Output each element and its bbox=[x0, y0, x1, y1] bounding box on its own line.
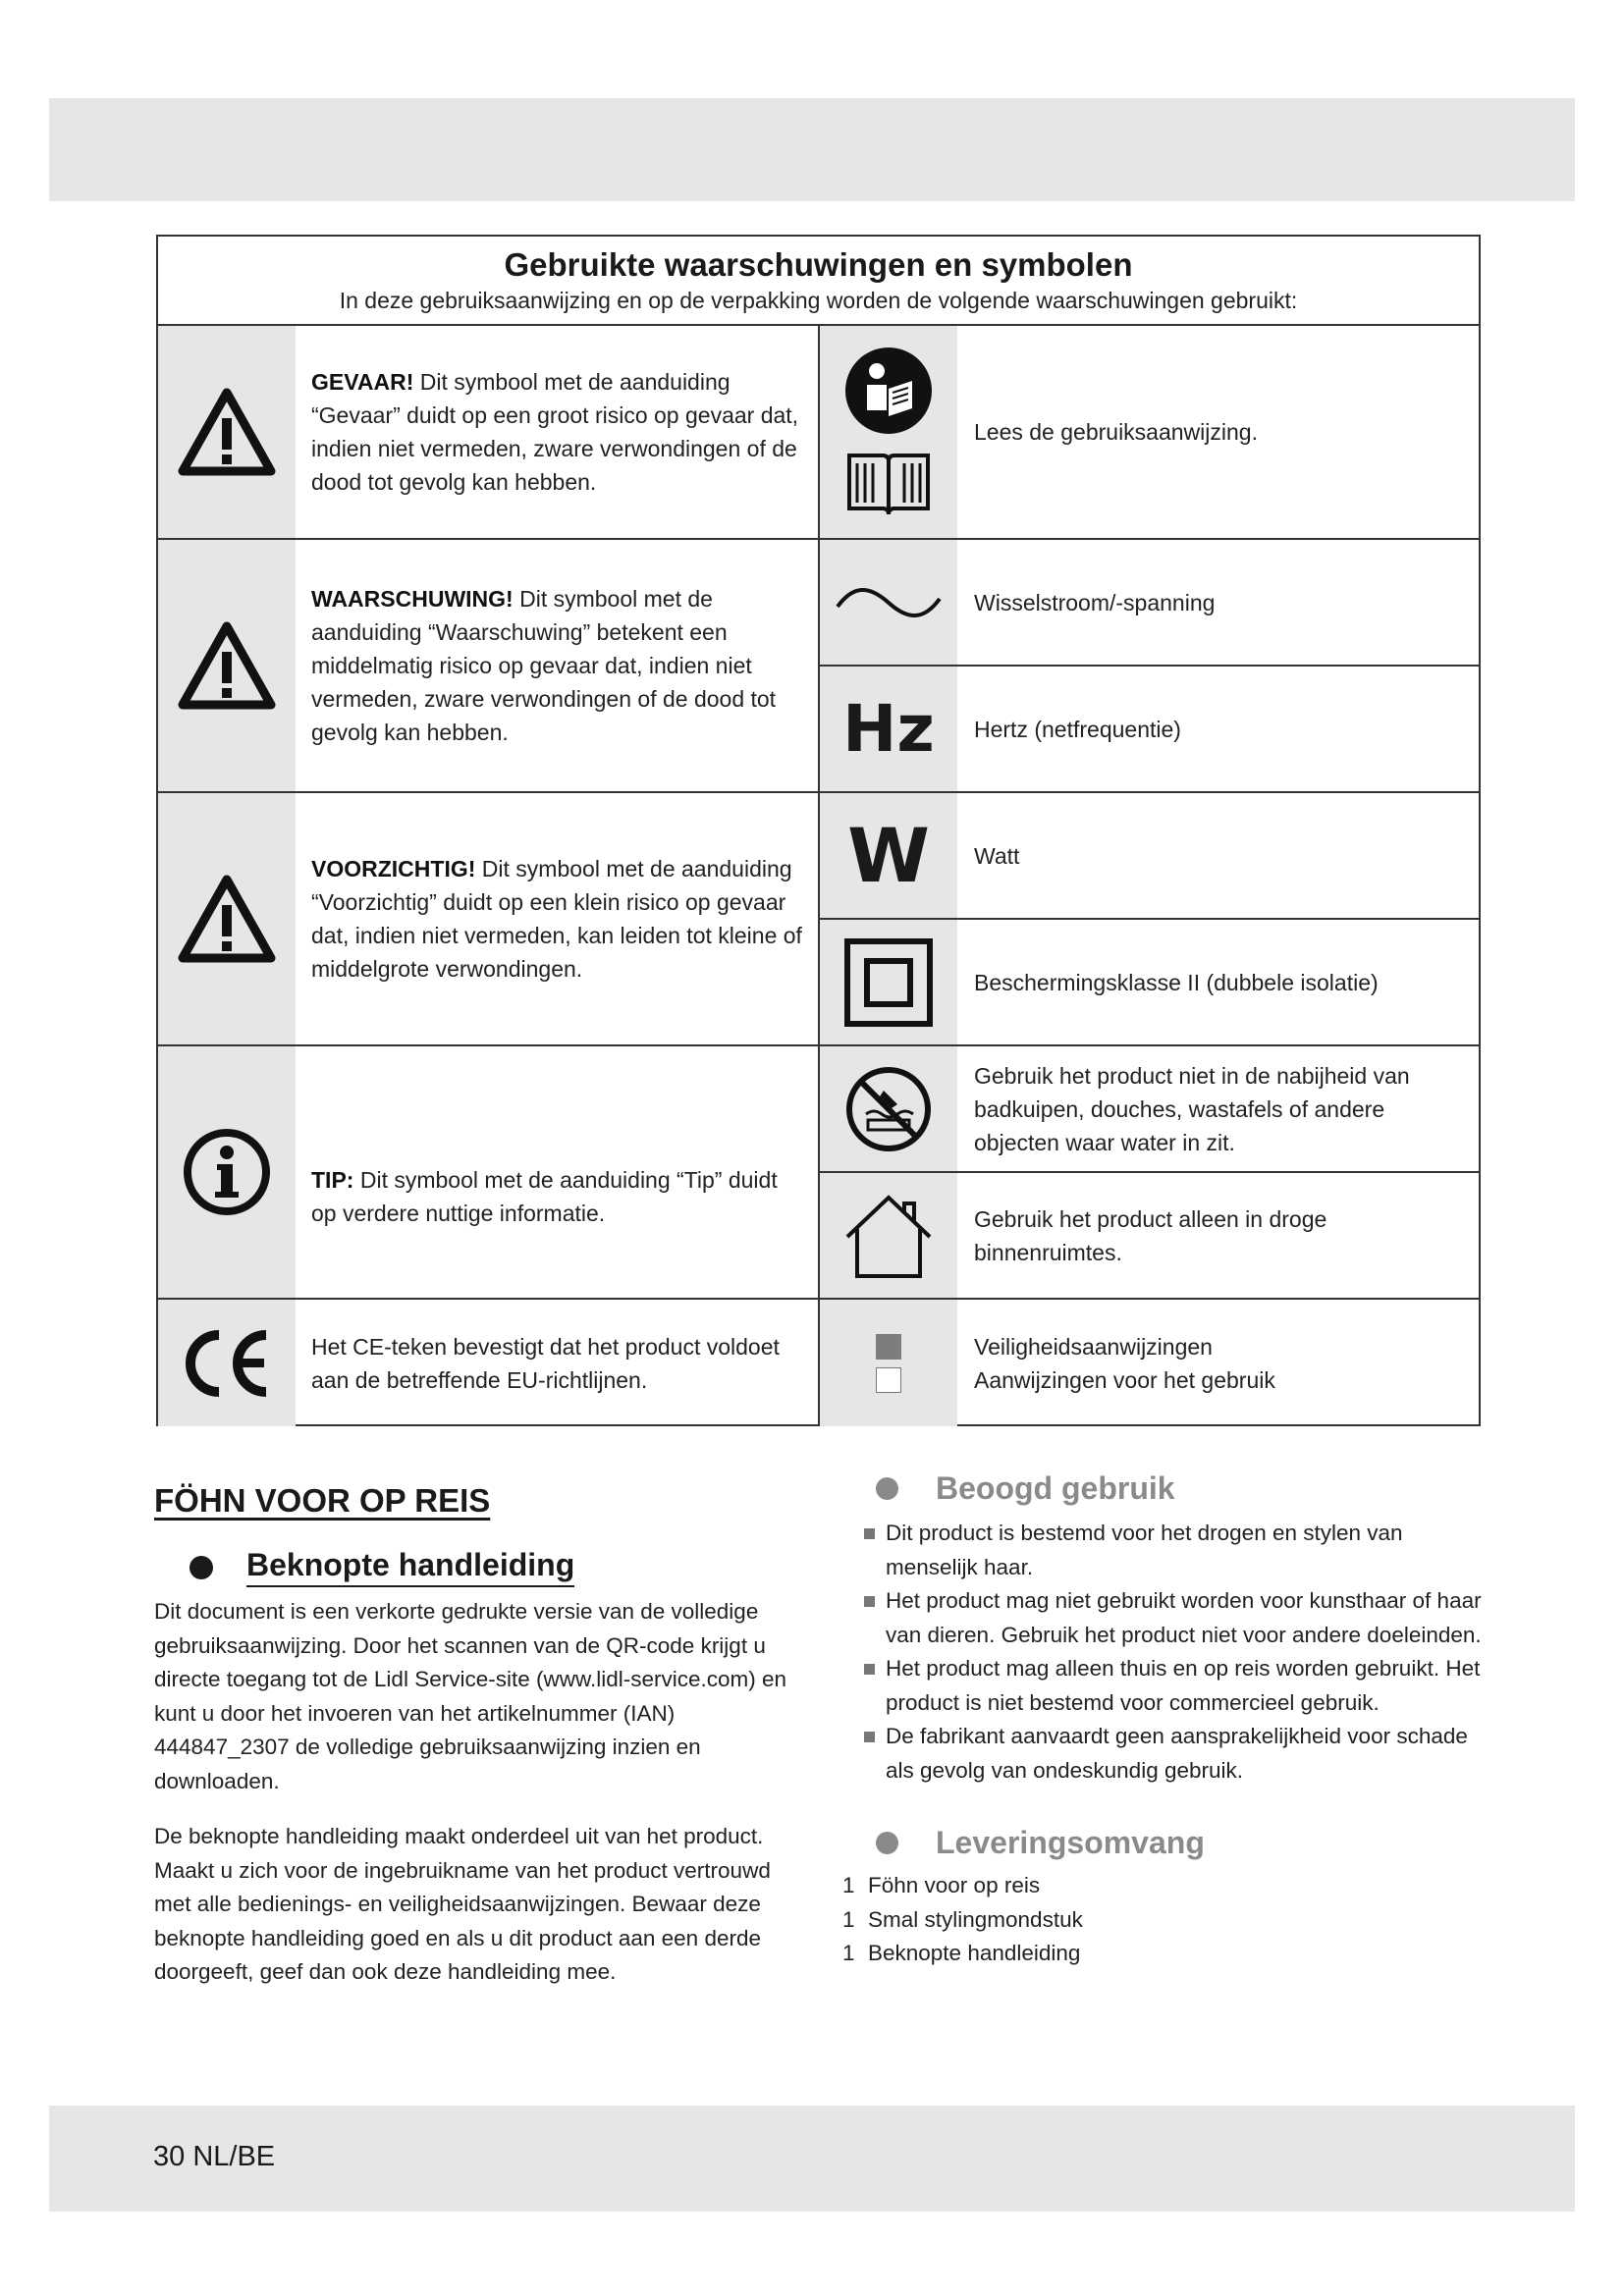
symbol-row-danger: GEVAAR! Dit symbool met de aanduiding “Gevaar” duidt op een groot risico op gevaar dat, indien niet vermeden, zware verwondingen of de dood tot gevolg kan hebben. bbox=[158, 326, 818, 540]
info-icon bbox=[158, 1046, 296, 1298]
indoor-house-icon bbox=[820, 1173, 957, 1298]
symbol-row-markers: Veiligheidsaanwijzingen Aanwijzingen voor het gebruik bbox=[820, 1300, 1481, 1426]
symbols-table-header bbox=[158, 237, 1479, 326]
list-item: De fabrikant aanvaardt geen aansprakelijkheid voor schade als gevolg van ondeskundig gebruik. bbox=[842, 1720, 1490, 1788]
list-item: 1 Föhn voor op reis bbox=[842, 1873, 1041, 1897]
hertz-icon: Hz bbox=[820, 667, 957, 791]
intro-paragraph: Dit document is een verkorte gedrukte versie van de volledige gebruiksaanwijzing. Door het scannen van de QR-code krijgt u directe toegang tot de Lidl Service-site (www.lidl-service.com) en kunt u door het invoeren van het artikelnummer (IAN) 444847_2307 de volledige gebruiksaanwijzing inzien en downloaden. bbox=[154, 1599, 787, 1793]
intended-use-list bbox=[842, 1517, 1490, 1788]
symbol-row-watt: W Watt bbox=[820, 793, 1481, 920]
warning-triangle-icon bbox=[158, 793, 296, 1044]
heading-intended-use: Beoogd gebruik bbox=[876, 1470, 1490, 1507]
no-water-icon bbox=[820, 1046, 957, 1171]
left-column bbox=[154, 1482, 802, 1990]
bullet-dot-icon bbox=[876, 1832, 898, 1854]
read-manual-icon bbox=[820, 326, 957, 538]
list-item: 1 Beknopte handleiding bbox=[842, 1941, 1081, 1965]
symbol-row-ce: Het CE-teken bevestigt dat het product voldoet aan de betreffende EU-richtlijnen. bbox=[158, 1300, 818, 1426]
protection-class-ii-icon bbox=[820, 920, 957, 1044]
symbol-row-ac: Wisselstroom/-spanning bbox=[820, 540, 1481, 667]
square-markers-icon bbox=[820, 1300, 957, 1426]
symbol-row-caution: VOORZICHTIG! Dit symbool met de aanduiding “Voorzichtig” duidt op een klein risico op gevaar dat, indien niet vermeden, kan leiden tot kleine of middelgrote verwondingen. bbox=[158, 793, 818, 1046]
bullet-dot-icon bbox=[876, 1477, 898, 1500]
manual-paragraph: De beknopte handleiding maakt onderdeel uit van het product. Maakt u zich voor de ingebruikname van het product vertrouwd met alle bedienings- en veiligheidsaanwijzingen. Bewaar deze beknopte handleiding goed en als u dit product aan een derde doorgeeft, geef dan ook deze handleiding mee. bbox=[154, 1824, 771, 1984]
symbol-row-no-water: Gebruik het product niet in de nabijheid van badkuipen, douches, wastafels of andere objecten waar water in zit. bbox=[820, 1046, 1481, 1173]
symbol-row-read-manual: Lees de gebruiksaanwijzing. bbox=[820, 326, 1481, 540]
symbols-table-title: Gebruikte waarschuwingen en symbolen bbox=[504, 246, 1133, 283]
symbol-row-tip: TIP: Dit symbool met de aanduiding “Tip” duidt op verdere nuttige informatie. bbox=[158, 1046, 818, 1300]
scope-list bbox=[842, 1869, 1490, 1971]
watt-icon: W bbox=[820, 793, 957, 918]
alternating-current-icon bbox=[820, 540, 957, 665]
safety-marker-square bbox=[876, 1334, 901, 1360]
symbols-table bbox=[156, 235, 1481, 1426]
symbol-row-hertz: Hz Hertz (netfrequentie) bbox=[820, 667, 1481, 793]
list-item: Het product mag alleen thuis en op reis worden gebruikt. Het product is niet bestemd voor commercieel gebruik. bbox=[842, 1652, 1490, 1720]
warning-triangle-icon bbox=[158, 326, 296, 538]
warning-triangle-icon bbox=[158, 540, 296, 791]
list-item: 1 Smal stylingmondstuk bbox=[842, 1906, 1083, 1932]
symbol-row-indoor: Gebruik het product alleen in droge binnenruimtes. bbox=[820, 1173, 1481, 1300]
page-number: 30 NL/BE bbox=[153, 2141, 276, 2172]
subheading-short-manual: Beknopte handleiding bbox=[189, 1547, 802, 1587]
header-band bbox=[49, 98, 1575, 201]
section-title: FÖHN VOOR OP REIS bbox=[154, 1482, 491, 1519]
symbol-row-warning: WAARSCHUWING! Dit symbool met de aanduiding “Waarschuwing” betekent een middelmatig risico op gevaar dat, indien niet vermeden, zware verwondingen of de dood tot gevolg kan hebben. bbox=[158, 540, 818, 793]
symbols-table-subtitle: In deze gebruiksaanwijzing en op de verpakking worden de volgende waarschuwingen gebruikt: bbox=[339, 288, 1298, 313]
right-column bbox=[842, 1470, 1490, 1971]
list-item: Het product mag niet gebruikt worden voor kunsthaar of haar van dieren. Gebruik het product niet voor andere doeleinden. bbox=[842, 1584, 1490, 1652]
bullet-dot-icon bbox=[189, 1556, 213, 1579]
symbol-row-protection-class: Beschermingsklasse II (dubbele isolatie) bbox=[820, 920, 1481, 1046]
ce-mark-icon bbox=[158, 1300, 296, 1426]
list-item: Dit product is bestemd voor het drogen en stylen van menselijk haar. bbox=[842, 1517, 1490, 1584]
footer-band bbox=[49, 2106, 1575, 2212]
usage-marker-square bbox=[876, 1367, 901, 1393]
heading-scope-of-delivery: Leveringsomvang bbox=[876, 1825, 1490, 1861]
